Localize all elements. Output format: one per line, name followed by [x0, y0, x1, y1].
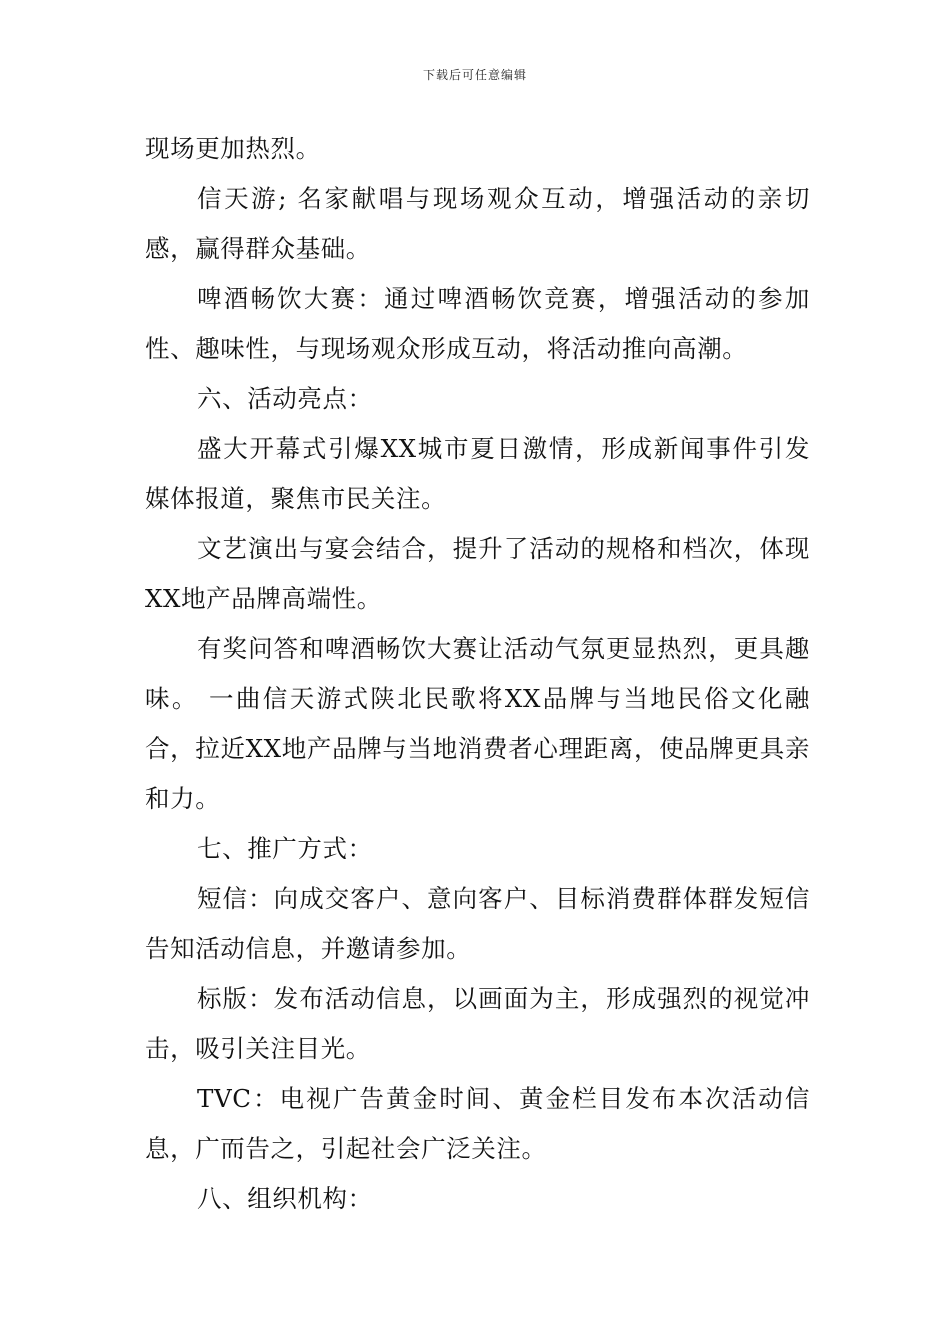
paragraph-xintianyou: 信天游; 名家献唱与现场观众互动，增强活动的亲切感，赢得群众基础。 — [145, 184, 810, 263]
paragraph-quiz-and-folk-song: 有奖问答和啤酒畅饮大赛让活动气氛更显热烈，更具趣味。 一曲信天游式陕北民歌将XX品牌与当地民俗文化融合，拉近XX地产品牌与当地消费者心理距离，使品牌更具亲和力。 — [145, 634, 810, 813]
section-heading-organization: 八、组织机构： — [197, 1184, 373, 1213]
paragraph-opening-ceremony: 盛大开幕式引爆XX城市夏日激情，形成新闻事件引发媒体报道，聚焦市民关注。 — [145, 434, 810, 513]
paragraph-banner: 标版：发布活动信息，以画面为主，形成强烈的视觉冲击，吸引关注目光。 — [145, 984, 810, 1063]
document-body — [145, 124, 810, 1224]
paragraph-continuation: 现场更加热烈。 — [145, 134, 321, 163]
paragraph-tvc: TVC：电视广告黄金时间、黄金栏目发布本次活动信息，广而告之，引起社会广泛关注。 — [145, 1084, 810, 1163]
paragraph-beer-contest: 啤酒畅饮大赛：通过啤酒畅饮竞赛，增强活动的参加性、趣味性，与现场观众形成互动，将活动推向高潮。 — [145, 284, 810, 363]
paragraph-sms: 短信：向成交客户、意向客户、目标消费群体群发短信告知活动信息，并邀请参加。 — [145, 884, 810, 963]
section-heading-promotion: 七、推广方式： — [197, 834, 373, 863]
paragraph-performance-banquet: 文艺演出与宴会结合，提升了活动的规格和档次，体现XX地产品牌高端性。 — [145, 534, 810, 613]
section-heading-highlights: 六、活动亮点： — [197, 384, 373, 413]
page-header-note: 下载后可任意编辑 — [422, 68, 527, 82]
